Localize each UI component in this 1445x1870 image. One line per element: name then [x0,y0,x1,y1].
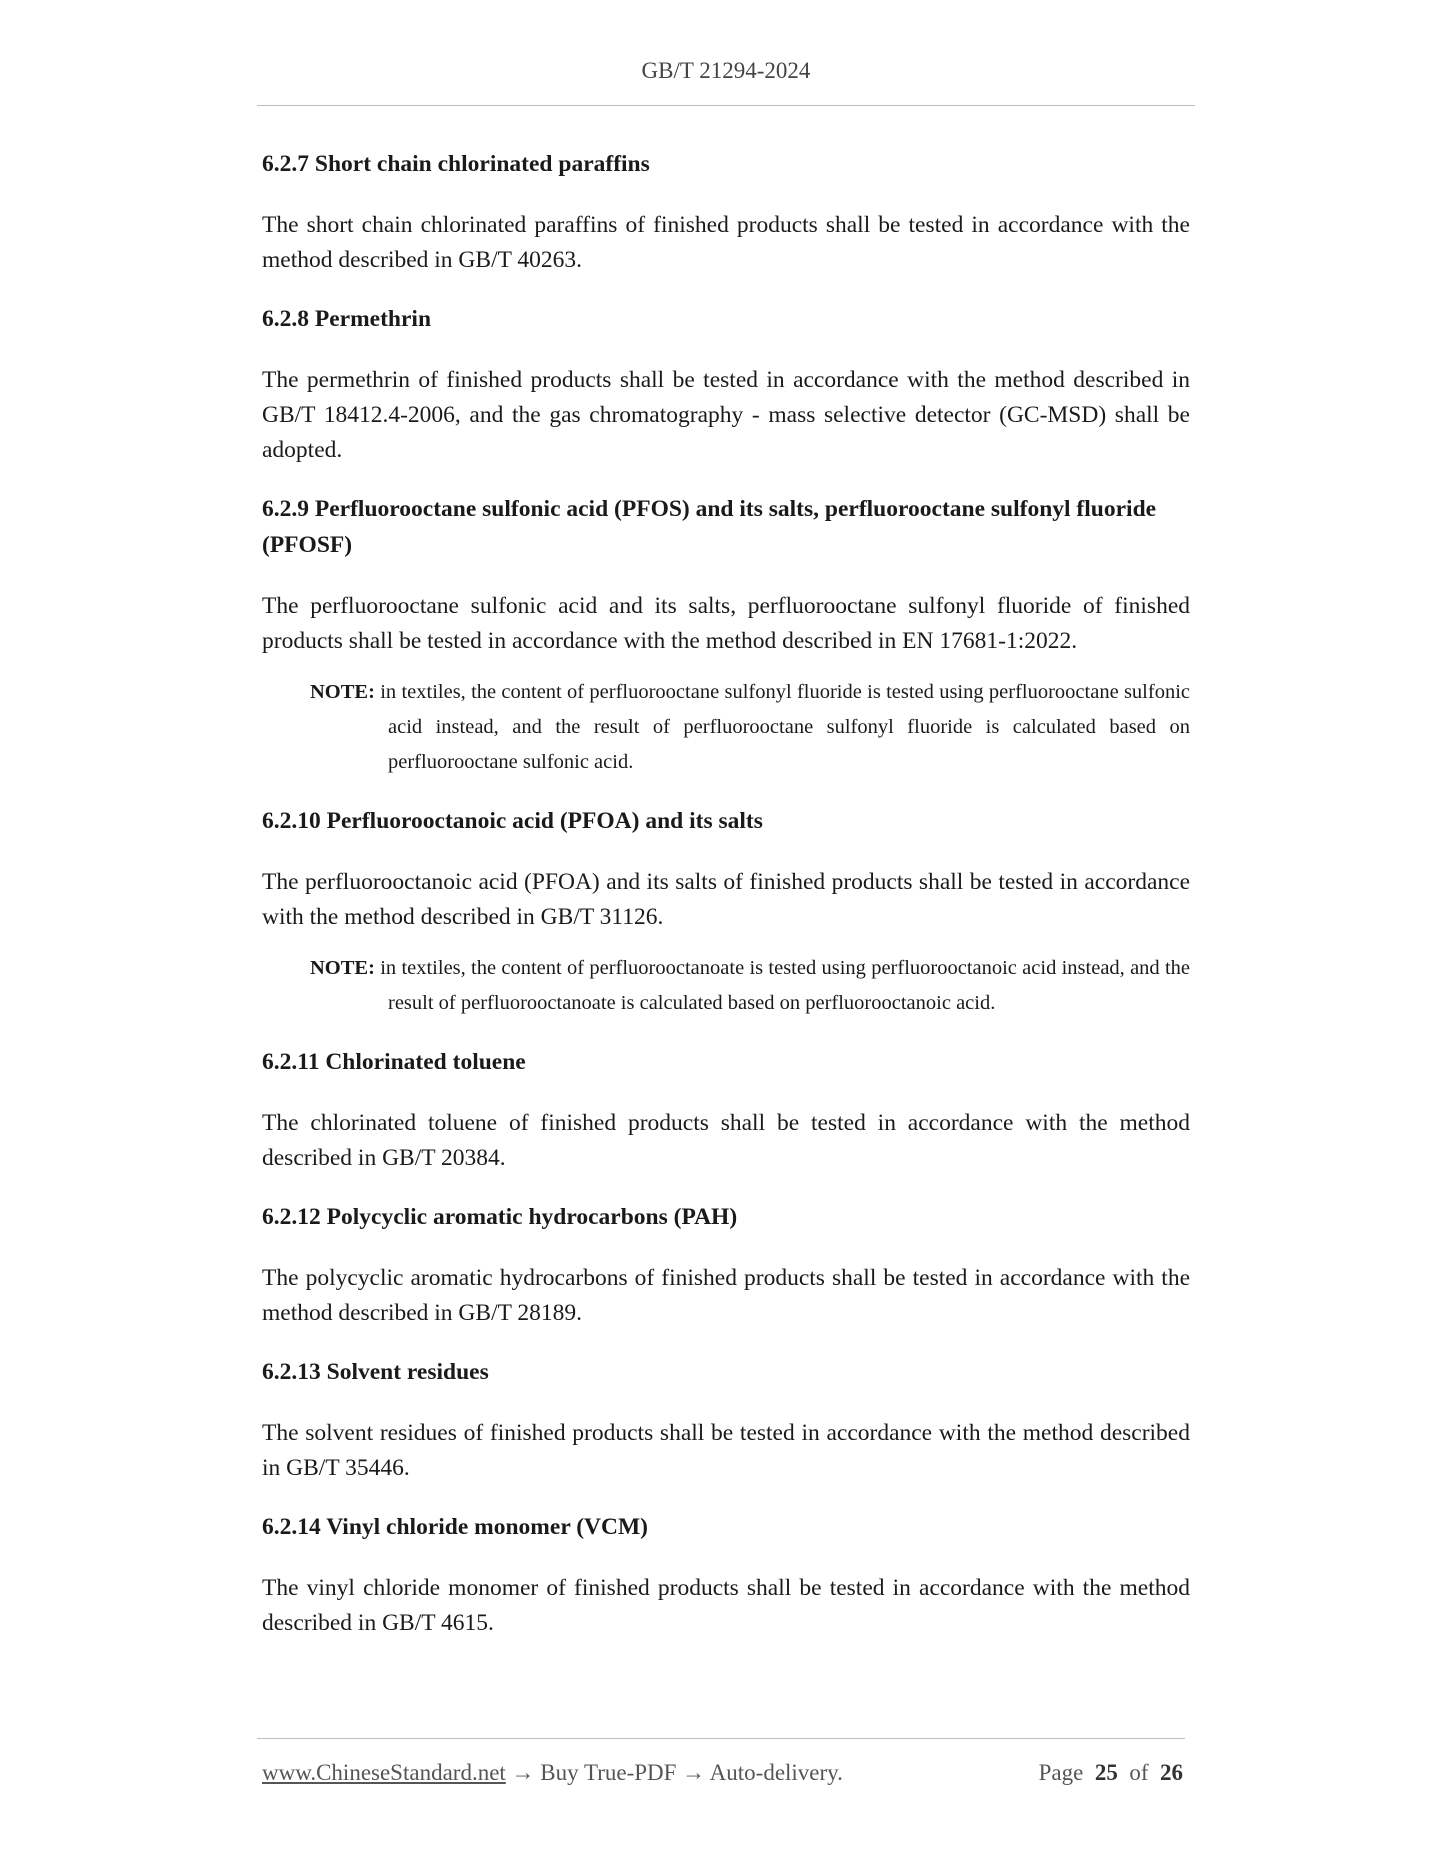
of-word: of [1129,1760,1149,1785]
note-label: NOTE: [310,957,375,979]
section-body-6-2-14: The vinyl chloride monomer of finished products shall be tested in accordance with the method described in GB/T 4615. [262,1575,1190,1636]
section-heading-6-2-13: 6.2.13 Solvent residues [262,1359,489,1385]
note-label: NOTE: [310,681,375,703]
section-heading-6-2-11: 6.2.11 Chlorinated toluene [262,1049,526,1075]
page-indicator [1039,1760,1183,1786]
page-number: 25 [1094,1760,1118,1785]
section-body-6-2-8: The permethrin of finished products shall be tested in accordance with the method described in GB/T 18412.4-2006, and the gas chromatography - mass selective detector (GC-MSD) shall be adopted. [262,367,1190,463]
footer-promo [262,1760,843,1786]
section-body-6-2-11: The chlorinated toluene of finished products shall be tested in accordance with the method described in GB/T 20384. [262,1110,1190,1171]
footer-promo-text: → Buy True-PDF → Auto-delivery. [505,1760,843,1785]
document-body [262,146,1190,1641]
note-6-2-9 [310,675,1190,780]
section-body-6-2-12: The polycyclic aromatic hydrocarbons of finished products shall be tested in accordance with the method described in GB/T 28189. [262,1265,1190,1326]
footer-divider [257,1738,1185,1739]
page-total: 26 [1160,1760,1183,1785]
header-divider [257,105,1195,106]
page-word: Page [1038,1760,1084,1785]
note-text: in textiles, the content of perfluorooctane sulfonyl fluoride is tested using perfluorooctane sulfonic acid instead, and the result of perfluorooctane sulfonyl fluoride is calculated based on perfluorooctane sulfonic acid. [380,681,1190,773]
section-body-6-2-10: The perfluorooctanoic acid (PFOA) and its salts of finished products shall be tested in accordance with the method described in GB/T 31126. [262,869,1190,930]
section-heading-6-2-14: 6.2.14 Vinyl chloride monomer (VCM) [262,1514,648,1540]
note-text: in textiles, the content of perfluorooctanoate is tested using perfluorooctanoic acid instead, and the result of perfluorooctanoate is calculated based on perfluorooctanoic acid. [380,957,1190,1014]
section-heading-6-2-9: 6.2.9 Perfluorooctane sulfonic acid (PFOS) and its salts, perfluorooctane sulfonyl fluoride (PFOSF) [262,496,1157,558]
section-heading-6-2-12: 6.2.12 Polycyclic aromatic hydrocarbons (PAH) [262,1204,738,1230]
section-heading-6-2-10: 6.2.10 Perfluorooctanoic acid (PFOA) and its salts [262,808,763,834]
section-body-6-2-9: The perfluorooctane sulfonic acid and its salts, perfluorooctane sulfonyl fluoride of finished products shall be tested in accordance with the method described in EN 17681-1:2022. [262,593,1190,654]
site-link[interactable]: www.ChineseStandard.net [262,1760,506,1785]
note-6-2-10 [310,951,1190,1021]
section-body-6-2-7: The short chain chlorinated paraffins of finished products shall be tested in accordance with the method described in GB/T 40263. [262,212,1190,273]
section-body-6-2-13: The solvent residues of finished products shall be tested in accordance with the method described in GB/T 35446. [262,1420,1190,1481]
section-heading-6-2-8: 6.2.8 Permethrin [262,306,432,332]
page-header: GB/T 21294-2024 [641,58,811,83]
section-heading-6-2-7: 6.2.7 Short chain chlorinated paraffins [262,151,650,177]
